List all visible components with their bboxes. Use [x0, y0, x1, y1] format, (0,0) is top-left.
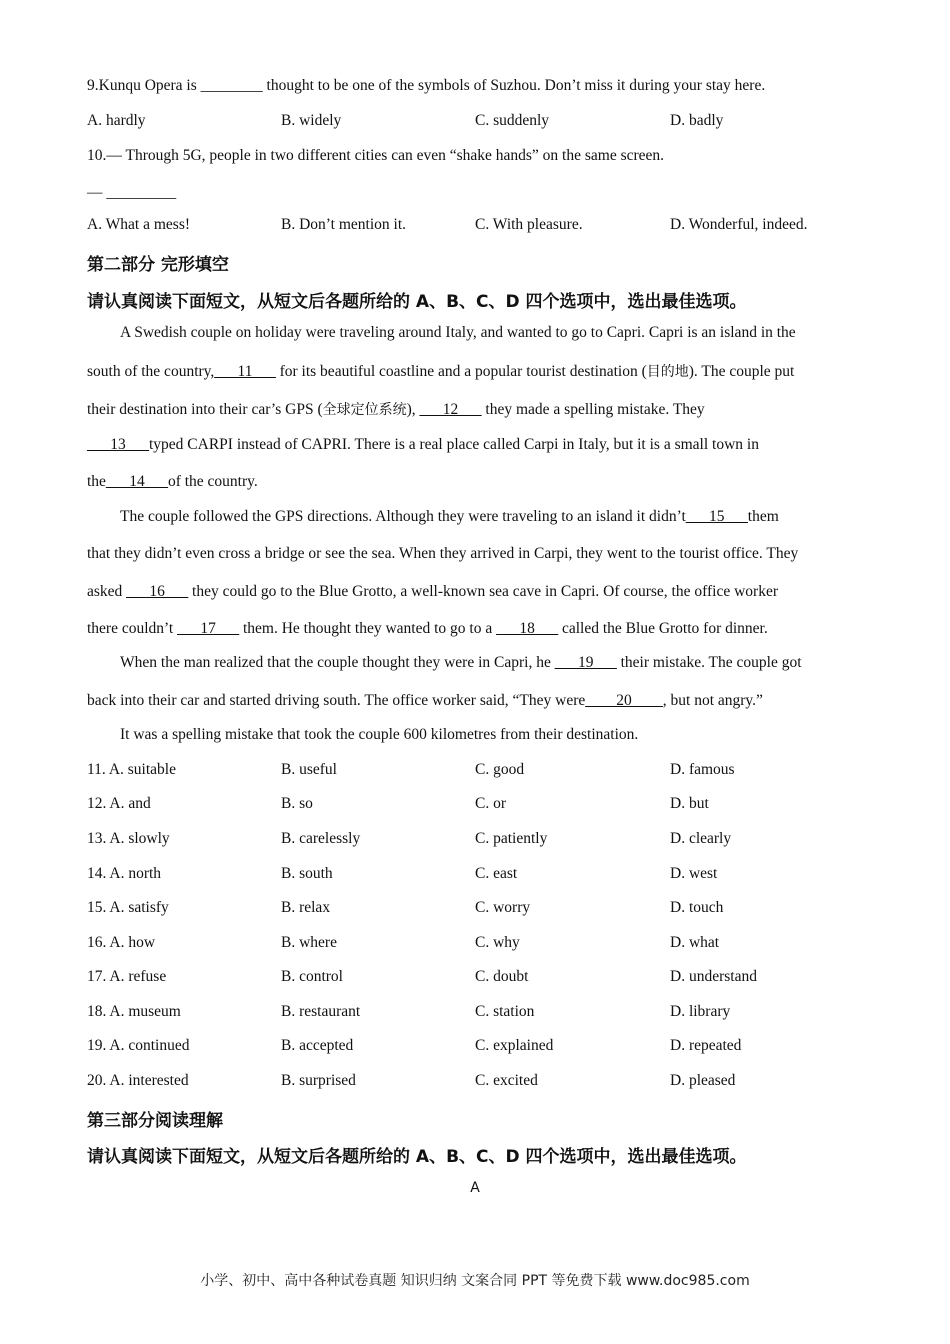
passage-line: The couple followed the GPS directions. Although they were traveling to an island it didn’t___15___them — [120, 508, 779, 525]
part2-instruction: 请认真阅读下面短文，从短文后各题所给的 A、B、C、D 四个选项中，选出最佳选项。 — [87, 292, 747, 312]
blank-13: ___13___ — [87, 436, 149, 453]
option-11-b: B. useful — [281, 761, 337, 778]
blank-18: ___18___ — [496, 620, 559, 637]
option-14-d: D. west — [670, 865, 718, 882]
option-18-b: B. restaurant — [281, 1003, 361, 1020]
option-15-d: D. touch — [670, 899, 724, 916]
passage-line: their destination into their car’s GPS (全球定位系统), ___12___ they made a spelling mistake. They — [87, 401, 705, 418]
passage-line: that they didn’t even cross a bridge or see the sea. When they arrived in Carpi, they went to the tourist office. They — [87, 545, 799, 562]
passage-line: the___14___of the country. — [87, 473, 258, 490]
option-19-b: B. accepted — [281, 1037, 354, 1054]
option-18-c: C. station — [475, 1003, 535, 1020]
option-13-c: C. patiently — [475, 830, 548, 847]
blank-11: ___11___ — [214, 363, 276, 380]
option-17-a: 17. A. refuse — [87, 968, 167, 985]
blank-12: ___12___ — [419, 401, 482, 418]
option-13-a: 13. A. slowly — [87, 830, 170, 847]
passage-line: When the man realized that the couple thought they were in Capri, he ___19___ their mistake. The couple got — [120, 654, 802, 671]
blank-17: ___17___ — [177, 620, 240, 637]
question-10-stem: 10.— Through 5G, people in two different cities can even “shake hands” on the same screen. — [87, 147, 665, 164]
option-17-c: C. doubt — [475, 968, 529, 985]
option-19-a: 19. A. continued — [87, 1037, 190, 1054]
option-12-d: D. but — [670, 795, 709, 812]
option-11-d: D. famous — [670, 761, 735, 778]
blank-19: ___19___ — [554, 654, 617, 671]
option-18-d: D. library — [670, 1003, 731, 1020]
q9-option-b: B. widely — [281, 112, 342, 129]
passage-line: back into their car and started driving south. The office worker said, “They were____20____, but not angry.” — [87, 692, 763, 709]
part2-title: 第二部分 完形填空 — [87, 255, 229, 275]
option-19-c: C. explained — [475, 1037, 554, 1054]
option-20-b: B. surprised — [281, 1072, 356, 1089]
option-18-a: 18. A. museum — [87, 1003, 181, 1020]
passage-line: ___13___typed CARPI instead of CAPRI. There is a real place called Carpi in Italy, but it is a small town in — [87, 436, 759, 453]
blank-15: ___15___ — [685, 508, 748, 525]
option-12-b: B. so — [281, 795, 313, 812]
option-20-d: D. pleased — [670, 1072, 736, 1089]
option-20-c: C. excited — [475, 1072, 538, 1089]
q9-option-d: D. badly — [670, 112, 724, 129]
q10-option-b: B. Don’t mention it. — [281, 216, 407, 233]
option-17-d: D. understand — [670, 968, 757, 985]
passage-line: A Swedish couple on holiday were traveling around Italy, and wanted to go to Capri. Capri is an island in the — [120, 324, 796, 341]
option-15-b: B. relax — [281, 899, 331, 916]
option-15-c: C. worry — [475, 899, 531, 916]
part3-title: 第三部分阅读理解 — [87, 1111, 223, 1131]
question-10-reply: — _________ — [87, 184, 177, 201]
blank-14: ___14___ — [105, 473, 168, 490]
option-16-a: 16. A. how — [87, 934, 156, 951]
option-16-d: D. what — [670, 934, 720, 951]
option-20-a: 20. A. interested — [87, 1072, 189, 1089]
blank-16: ___16___ — [126, 583, 189, 600]
option-14-a: 14. A. north — [87, 865, 162, 882]
q10-option-c: C. With pleasure. — [475, 216, 583, 233]
passage-line: It was a spelling mistake that took the couple 600 kilometres from their destination. — [120, 726, 639, 743]
option-12-c: C. or — [475, 795, 506, 812]
blank-20: ____20____ — [585, 692, 663, 709]
passage-line: there couldn’t ___17___ them. He thought they wanted to go to a ___18___ called the Blue Grotto for dinner. — [87, 620, 768, 637]
part3-instruction: 请认真阅读下面短文，从短文后各题所给的 A、B、C、D 四个选项中，选出最佳选项。 — [87, 1147, 747, 1167]
option-11-c: C. good — [475, 761, 525, 778]
option-14-b: B. south — [281, 865, 333, 882]
option-16-b: B. where — [281, 934, 337, 951]
option-15-a: 15. A. satisfy — [87, 899, 169, 916]
option-12-a: 12. A. and — [87, 795, 151, 812]
section-label: A — [470, 1180, 480, 1196]
q10-option-d: D. Wonderful, indeed. — [670, 216, 808, 233]
q10-option-a: A. What a mess! — [87, 216, 191, 233]
q9-option-c: C. suddenly — [475, 112, 550, 129]
q9-option-a: A. hardly — [87, 112, 146, 129]
option-17-b: B. control — [281, 968, 343, 985]
option-19-d: D. repeated — [670, 1037, 742, 1054]
question-9-stem: 9.Kunqu Opera is ________ thought to be one of the symbols of Suzhou. Don’t miss it during your stay here. — [87, 77, 766, 94]
passage-line: asked ___16___ they could go to the Blue Grotto, a well-known sea cave in Capri. Of course, the office worker — [87, 583, 778, 600]
option-13-d: D. clearly — [670, 830, 732, 847]
option-14-c: C. east — [475, 865, 518, 882]
option-16-c: C. why — [475, 934, 520, 951]
passage-line: south of the country,___11___ for its beautiful coastline and a popular tourist destination (目的地). The couple put — [87, 363, 795, 380]
option-11-a: 11. A. suitable — [87, 761, 176, 778]
page-footer: 小学、初中、高中各种试卷真题 知识归纳 文案合同 PPT 等免费下载 www.doc985.com — [200, 1273, 750, 1289]
option-13-b: B. carelessly — [281, 830, 361, 847]
